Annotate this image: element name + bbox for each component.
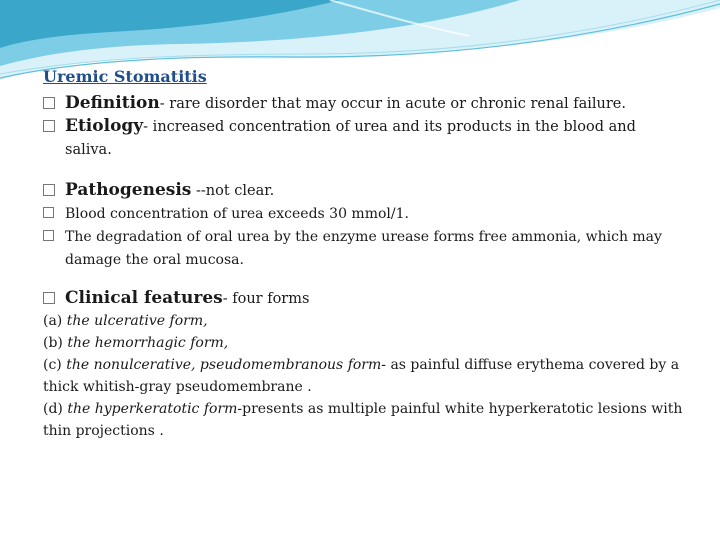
clinical-form-item	[43, 310, 683, 332]
form-label: (c)	[43, 357, 67, 373]
pathogenesis-term: Pathogenesis	[65, 180, 192, 200]
pathogenesis-point-text: Blood concentration of urea exceeds 30 mmol/1.	[65, 206, 409, 222]
checkbox-bullet-icon	[43, 120, 55, 132]
definition-term: Definition	[65, 93, 160, 113]
checkbox-bullet-icon	[43, 207, 54, 218]
checkbox-bullet-icon	[43, 230, 54, 241]
pathogenesis-text: --not clear.	[191, 183, 275, 199]
clinical-form-item	[43, 332, 683, 354]
etiology-bullet	[43, 115, 683, 161]
clinical-features-bullet	[43, 287, 683, 310]
etiology-term: Etiology	[65, 116, 144, 136]
checkbox-bullet-icon	[43, 97, 55, 109]
form-description: as painful diffuse erythema covered by a thick whitish-gray pseudomembrane .	[43, 357, 680, 395]
slide-title: Uremic Stomatitis	[43, 67, 207, 86]
pathogenesis-point	[43, 225, 683, 271]
pathogenesis-point	[43, 202, 683, 225]
form-name: the hyperkeratotic form-	[67, 401, 243, 417]
definition-text: - rare disorder that may occur in acute or chronic renal failure.	[159, 96, 626, 112]
definition-bullet	[43, 92, 683, 115]
clinical-features-text: - four forms	[222, 291, 310, 307]
checkbox-bullet-icon	[43, 184, 55, 196]
pathogenesis-bullet	[43, 179, 683, 202]
form-description: presents as multiple painful white hyperkeratotic lesions with thin projections .	[43, 401, 683, 439]
form-label: (a)	[43, 313, 67, 329]
form-name: the ulcerative form,	[66, 313, 208, 329]
clinical-features-term: Clinical features	[65, 288, 223, 308]
form-name: the hemorrhagic form,	[67, 335, 229, 351]
form-label: (b)	[43, 335, 68, 351]
checkbox-bullet-icon	[43, 292, 55, 304]
pathogenesis-point-text: The degradation of oral urea by the enzyme urease forms free ammonia, which may damage the oral mucosa.	[65, 229, 662, 268]
clinical-form-item	[43, 354, 683, 398]
etiology-text: - increased concentration of urea and its products in the blood and saliva.	[65, 119, 636, 158]
slide-content	[43, 66, 683, 442]
form-label: (d)	[43, 401, 68, 417]
form-name: the nonulcerative, pseudomembranous form-	[66, 357, 386, 373]
clinical-form-item	[43, 398, 683, 442]
